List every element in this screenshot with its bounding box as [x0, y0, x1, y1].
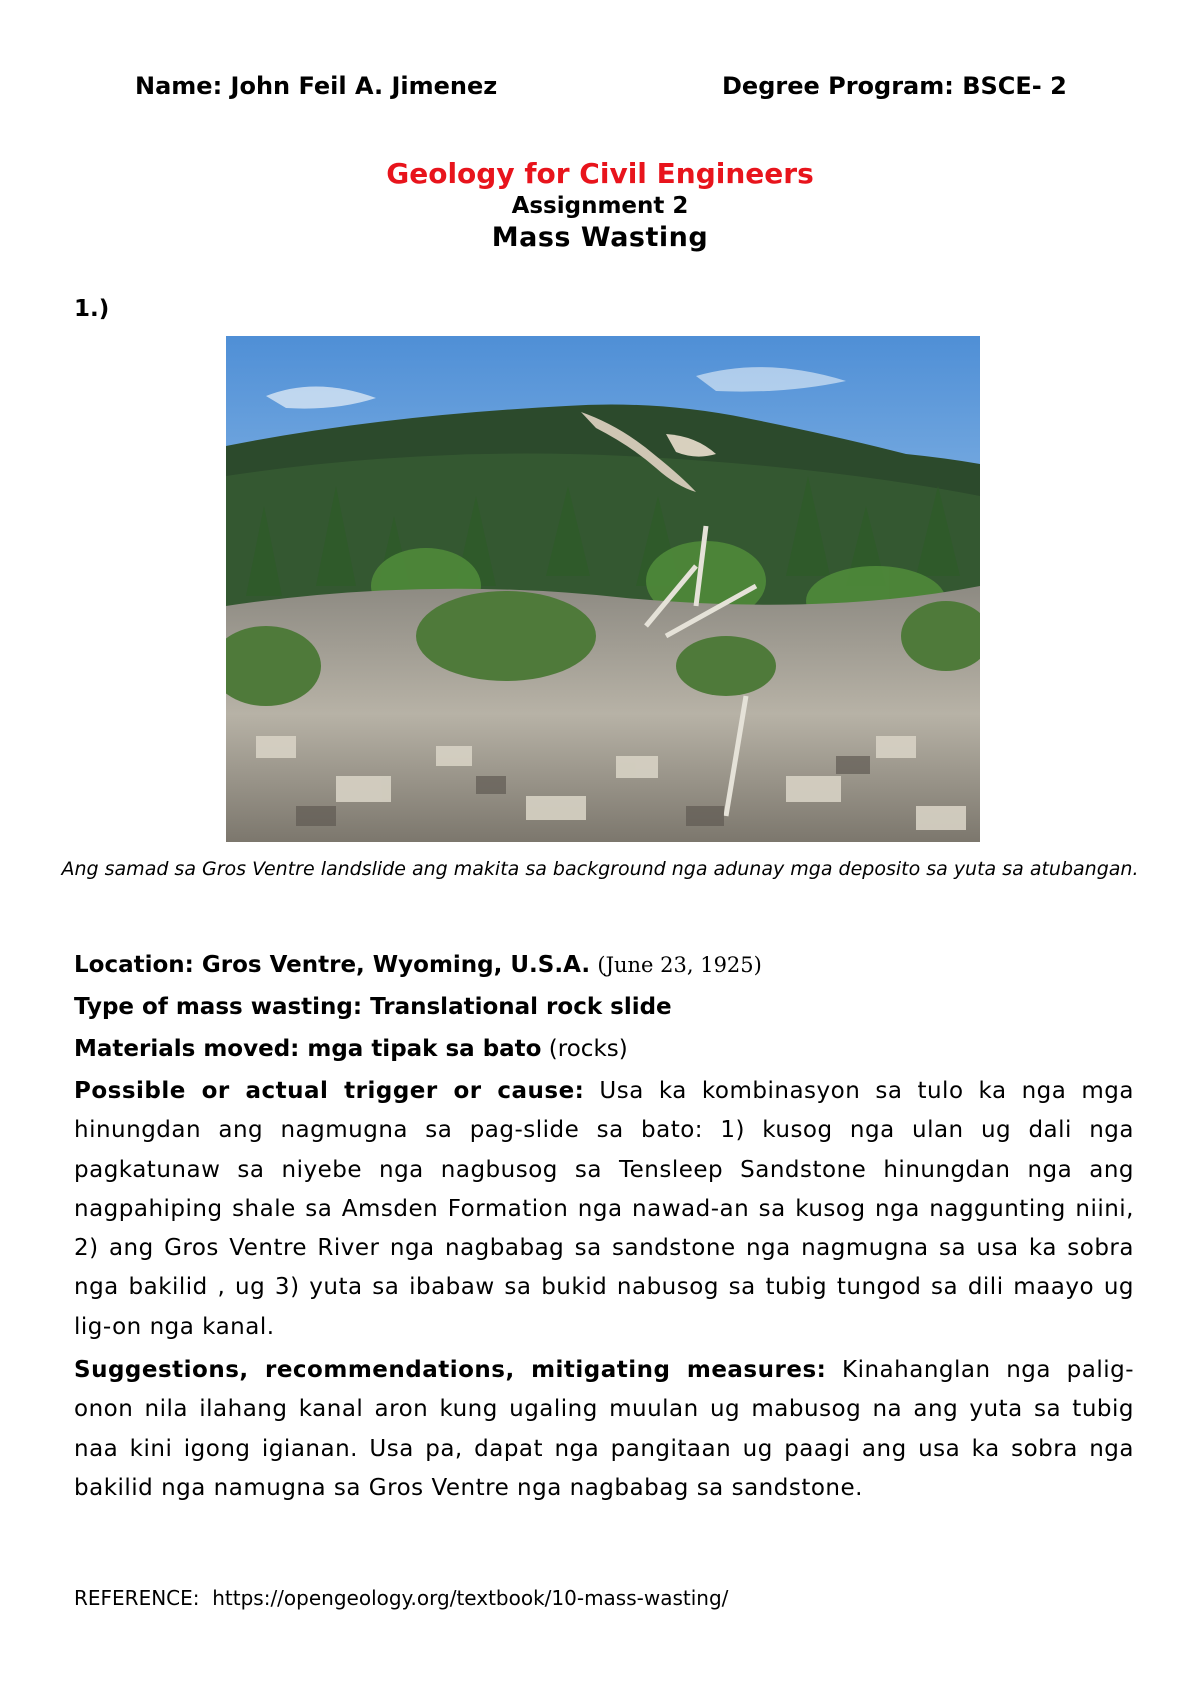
reference-link[interactable]: https://opengeology.org/textbook/10-mass-wasting/ — [212, 1586, 729, 1610]
trigger-text: Usa ka kombinasyon sa tulo ka nga mga hinungdan ang nagmugna sa pag-slide sa bato: 1) kusog nga ulan ug dali nga pagkatunaw sa niyebe nga nagbusog sa Tensleep Sandstone hinungdan nga ang nagpahiping shale sa Amsden Formation nga nawad-an sa kusog nga naggunting niini, 2) ang Gros Ventre River nga nagbabag sa sandstone nga nagmugna sa usa ka sobra nga bakilid , ug 3) yuta sa ibabaw sa bukid nabusog sa tubig tungod sa dili maayo ug lig-on nga kanal. — [74, 1078, 1135, 1340]
title-block — [0, 156, 1200, 256]
student-name: Name: John Feil A. Jimenez — [135, 72, 498, 100]
landslide-photo — [226, 336, 980, 842]
question-number: 1.) — [74, 296, 110, 322]
degree-program: Degree Program: BSCE- 2 — [722, 72, 1067, 100]
type-line: Type of mass wasting: Translational rock slide — [74, 994, 672, 1020]
photo-caption: Ang samad sa Gros Ventre landslide ang makita sa background nga adunay mga deposito sa yuta sa atubangan. — [61, 858, 1139, 880]
materials-line — [74, 1028, 1134, 1070]
location-line — [74, 944, 1134, 986]
suggestions-label: Suggestions, recommendations, mitigating measures: — [74, 1357, 827, 1384]
assignment-fields — [74, 944, 1134, 1508]
reference-line — [74, 1586, 728, 1610]
location-label: Location: Gros Ventre, Wyoming, U.S.A. — [74, 952, 591, 978]
suggestions-text: Kinahanglan nga palig-onon nila ilahang kanal aron kung ugaling muulan ug mabusog na ang yuta sa tubig naa kini igong igianan. Usa pa, dapat nga pangitaan ug paagi ang usa ka sobra nga bakilid nga namugna sa Gros Ventre nga nagbabag sa sandstone. — [74, 1357, 1134, 1501]
materials-label: Materials moved: mga tipak sa bato — [74, 1036, 542, 1062]
suggestions-paragraph — [74, 1351, 1134, 1508]
subject-title: Mass Wasting — [491, 222, 709, 253]
reference-label: REFERENCE: — [74, 1586, 200, 1610]
course-title: Geology for Civil Engineers — [386, 157, 814, 190]
location-date: (June 23, 1925) — [597, 953, 762, 977]
trigger-paragraph — [74, 1072, 1134, 1347]
trigger-label: Possible or actual trigger or cause: — [74, 1078, 585, 1104]
materials-note: (rocks) — [548, 1036, 628, 1062]
assignment-title: Assignment 2 — [511, 193, 689, 219]
